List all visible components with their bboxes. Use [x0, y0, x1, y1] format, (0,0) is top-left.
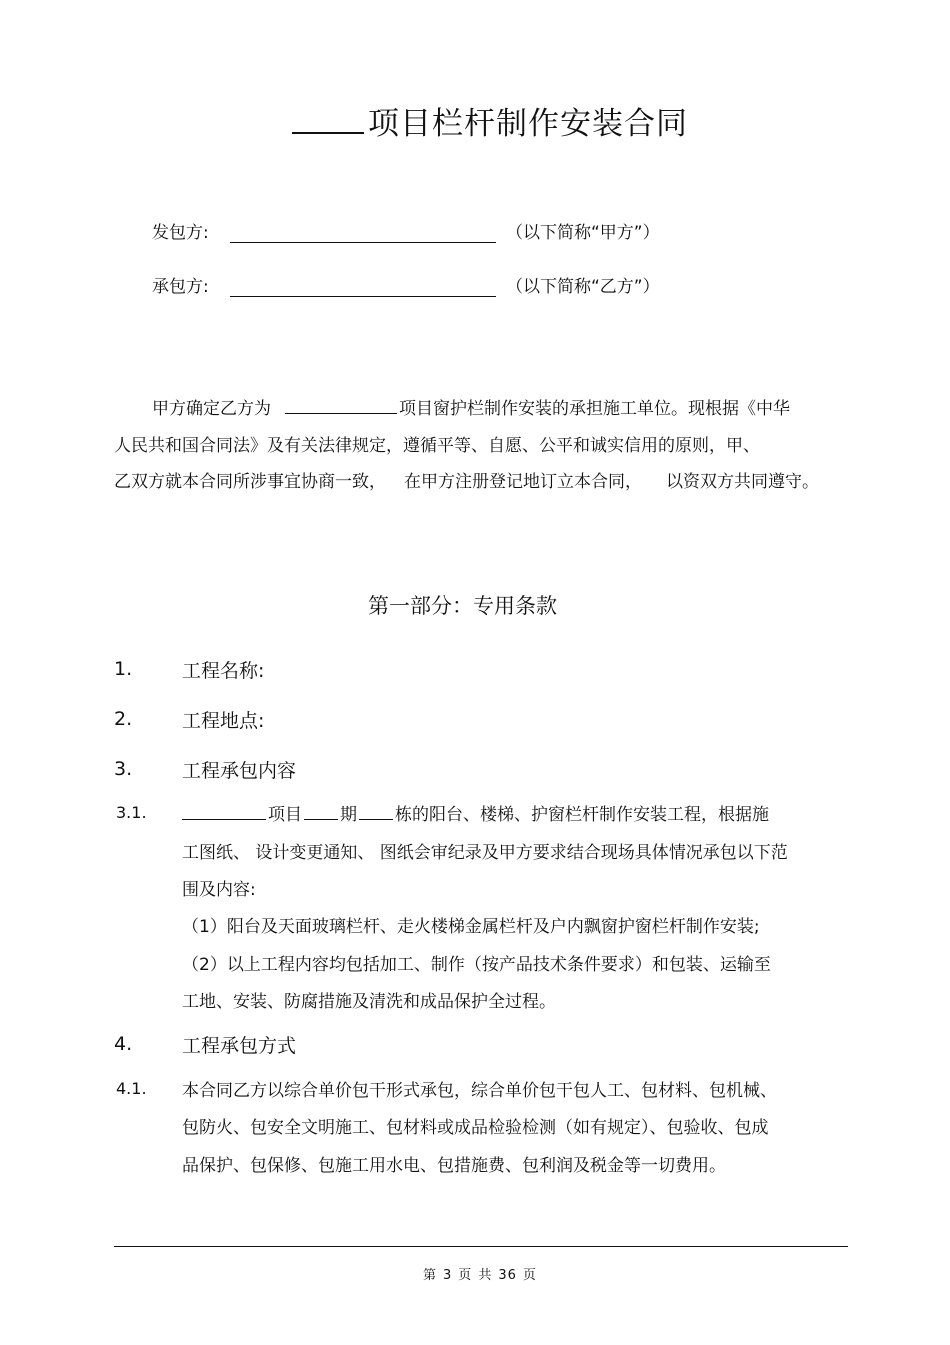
clause-3-1-line-4: （1）阳台及天面玻璃栏杆、走火楼梯金属栏杆及户内飘窗护窗栏杆制作安装; [182, 917, 760, 937]
footer-divider [114, 1246, 848, 1247]
party-label: 承包方: [152, 277, 209, 297]
item-heading: 工程地点: [182, 710, 265, 732]
intro-text: 乙双方就本合同所涉事宜协商一致， [114, 472, 386, 492]
clause-blank [359, 803, 393, 820]
clause-blank [182, 803, 266, 820]
clause-3-1-line-5: （2）以上工程内容均包括加工、制作（按产品技术条件要求）和包装、运输至 [182, 955, 771, 975]
intro-line-2: 人民共和国合同法》及有关法律规定，遵循平等、自愿、公平和诚实信用的原则，甲、 [114, 436, 760, 456]
clause-4-1-line-2: 包防火、包安全文明施工、包材料或成品检验检测（如有规定）、包验收、包成 [182, 1118, 769, 1138]
intro-blank [285, 397, 397, 414]
clause-3-1-line-6: 工地、安装、防腐措施及清洗和成品保护全过程。 [182, 992, 556, 1012]
intro-line-3 [114, 467, 819, 492]
title-text: 项目栏杆制作安装合同 [368, 106, 688, 142]
page-footer [420, 1264, 540, 1283]
footer-text: 页 [522, 1268, 537, 1283]
party-label: 发包方: [152, 223, 209, 243]
intro-text: 项目窗护栏制作安装的承担施工单位。现根据《中华 [399, 399, 790, 419]
item-number: 1. [114, 658, 133, 680]
intro-line-1 [152, 394, 790, 419]
clause-number: 3.1. [116, 803, 147, 822]
document-title [292, 98, 688, 143]
clause-4-1-line-3: 品保护、包保修、包施工用水电、包措施费、包利润及税金等一切费用。 [182, 1156, 726, 1176]
clause-3-1-line-1 [182, 800, 769, 825]
item-number: 2. [114, 708, 133, 730]
party-suffix: （以下简称“甲方”） [506, 223, 660, 243]
total-pages: 36 [498, 1268, 517, 1283]
party-blank [230, 278, 496, 297]
clause-text: 项目 [268, 805, 302, 825]
item-heading: 工程承包内容 [182, 760, 297, 782]
clause-3-1-line-3: 围及内容: [182, 880, 256, 900]
item-heading: 工程名称: [182, 660, 265, 682]
party-blank [230, 224, 496, 243]
page-number: 3 [443, 1268, 453, 1283]
item-number: 4. [114, 1033, 133, 1055]
party-suffix: （以下简称“乙方”） [506, 277, 660, 297]
party-contractor [152, 272, 660, 297]
party-employer [152, 218, 660, 243]
title-blank [292, 104, 364, 134]
clause-text: 栋的阳台、楼梯、护窗栏杆制作安装工程，根据施 [395, 805, 769, 825]
intro-text: 在甲方注册登记地订立本合同， [404, 472, 642, 492]
intro-text: 以资双方共同遵守。 [666, 472, 819, 492]
item-heading: 工程承包方式 [182, 1035, 297, 1057]
footer-text: 共 [478, 1268, 493, 1283]
footer-text: 第 [423, 1268, 438, 1283]
clause-text: 期 [340, 805, 357, 825]
clause-blank [304, 803, 338, 820]
intro-text: 甲方确定乙方为 [152, 399, 271, 419]
clause-3-1-line-2: 工图纸、 设计变更通知、 图纸会审纪录及甲方要求结合现场具体情况承包以下范 [182, 843, 788, 863]
item-number: 3. [114, 758, 133, 780]
section-title: 第一部分：专用条款 [368, 594, 557, 618]
clause-number: 4.1. [116, 1079, 147, 1098]
footer-text: 页 [458, 1268, 473, 1283]
clause-4-1-line-1: 本合同乙方以综合单价包干形式承包，综合单价包干包人工、包材料、包机械、 [182, 1081, 777, 1101]
